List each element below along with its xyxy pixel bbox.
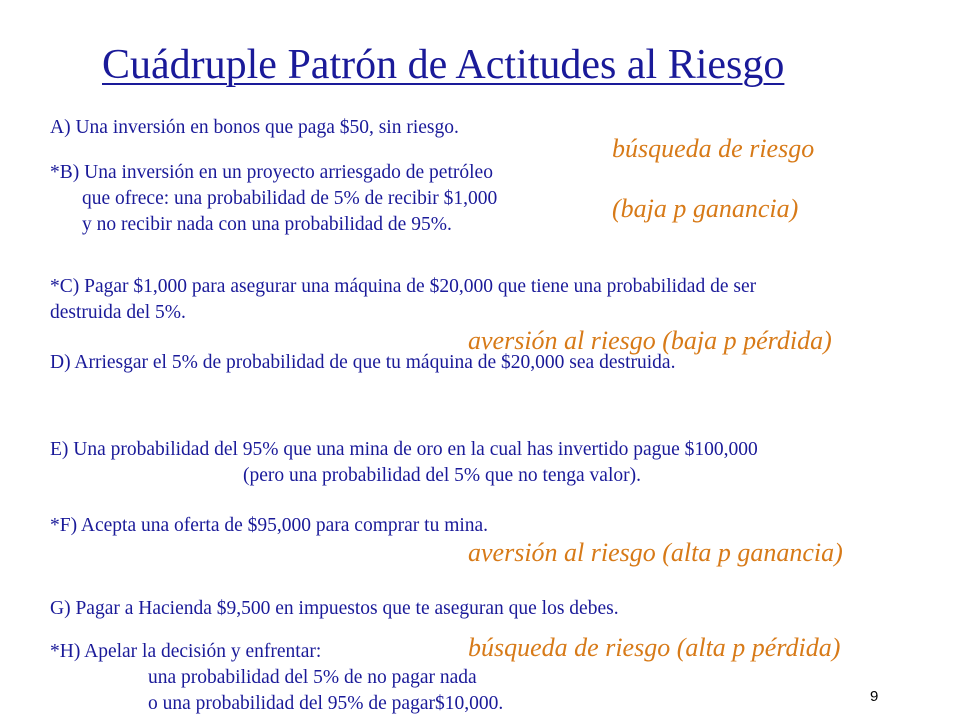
option-c-line-2: destruida del 5%.	[50, 302, 186, 323]
option-c	[50, 274, 756, 326]
option-f: *F) Acepta una oferta de $95,000 para comprar tu mina.	[50, 515, 489, 536]
option-h-line-3: o una probabilidad del 95% de pagar$10,000.	[148, 693, 504, 714]
page-number: 9	[870, 688, 879, 705]
option-b-line-1: *B) Una inversión en un proyecto arriesgado de petróleo	[50, 162, 493, 183]
annotation-seeking-high-p-loss: búsqueda de riesgo (alta p pérdida)	[468, 633, 841, 662]
option-b-line-3: y no recibir nada con una probabilidad de 95%.	[82, 214, 452, 235]
option-d: D) Arriesgar el 5% de probabilidad de que tu máquina de $20,000 sea destruida.	[50, 352, 676, 373]
option-e-line-2: (pero una probabilidad del 5% que no tenga valor).	[243, 465, 641, 486]
page-title: Cuádruple Patrón de Actitudes al Riesgo	[102, 42, 785, 88]
annotation-aversion-low-p-loss: aversión al riesgo (baja p pérdida)	[468, 326, 832, 355]
annotation-aversion-high-p-gain: aversión al riesgo (alta p ganancia)	[468, 538, 843, 567]
option-h-line-2: una probabilidad del 5% de no pagar nada	[148, 667, 477, 688]
annotation-risk-seeking: búsqueda de riesgo	[612, 134, 815, 163]
option-h-line-1: *H) Apelar la decisión y enfrentar:	[50, 641, 322, 662]
option-a: A) Una inversión en bonos que paga $50, sin riesgo.	[50, 117, 459, 138]
option-e	[50, 437, 758, 489]
annotation-low-p-gain: (baja p ganancia)	[612, 194, 799, 223]
option-c-line-1: *C) Pagar $1,000 para asegurar una máquina de $20,000 que tiene una probabilidad de ser	[50, 276, 757, 297]
option-b	[50, 160, 497, 238]
option-g: G) Pagar a Hacienda $9,500 en impuestos que te aseguran que los debes.	[50, 598, 619, 619]
option-h	[50, 639, 503, 717]
option-e-line-1: E) Una probabilidad del 95% que una mina de oro en la cual has invertido pague $100,000	[50, 439, 758, 460]
option-b-line-2: que ofrece: una probabilidad de 5% de recibir $1,000	[82, 188, 498, 209]
